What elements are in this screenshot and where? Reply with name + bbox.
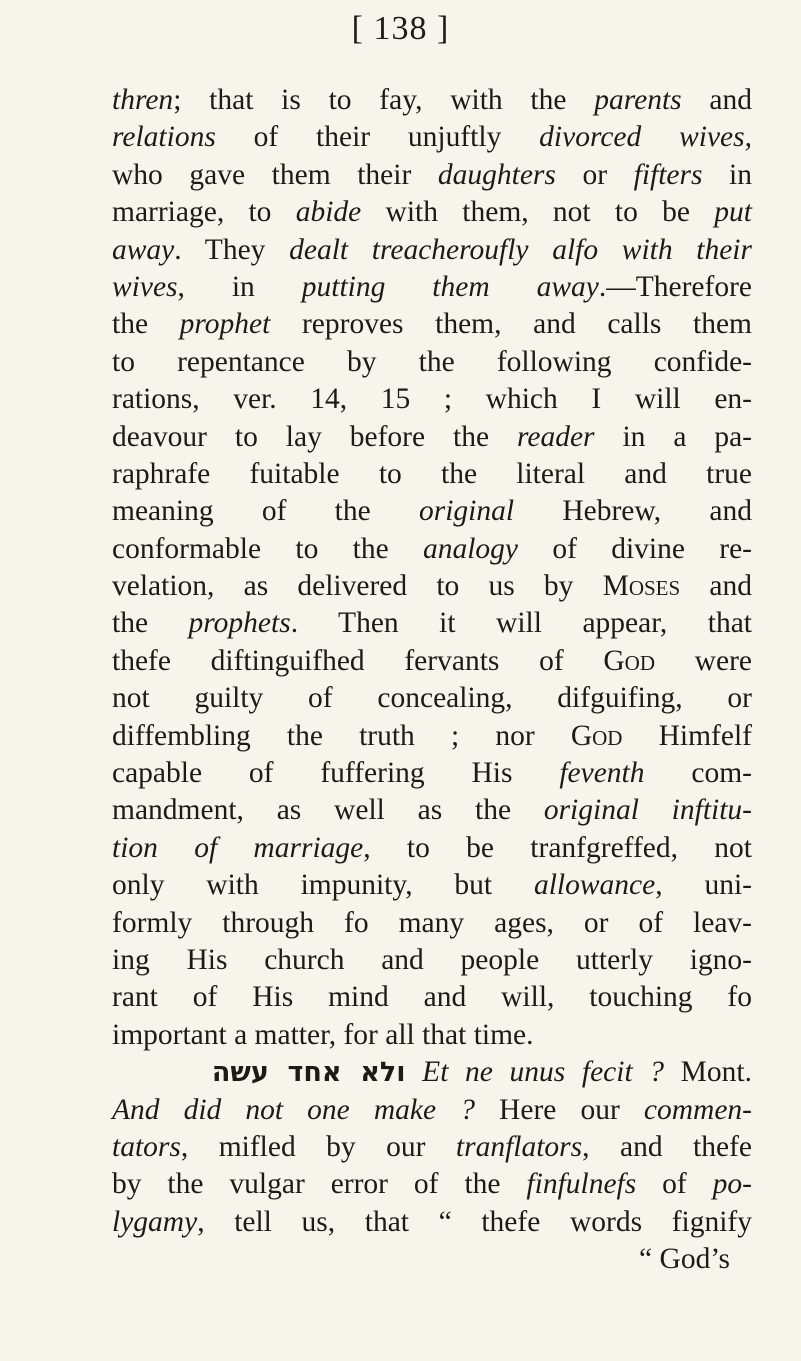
text-segment: ; that is to fay, with the — [173, 84, 595, 116]
text-segment: who gave them their — [112, 158, 438, 191]
text-segment: Hebrew, and — [514, 495, 753, 528]
text-line — [112, 1166, 752, 1203]
text-line — [112, 1092, 752, 1129]
text-segment: in — [702, 158, 752, 191]
text-segment: God — [603, 644, 655, 677]
text-line — [112, 1054, 752, 1091]
text-line — [112, 493, 752, 530]
text-segment: tators — [112, 1130, 181, 1163]
text-segment: abide — [295, 196, 362, 229]
text-line — [112, 830, 752, 867]
text-segment: Et ne unus fecit ? — [422, 1056, 665, 1089]
text-segment: deavour to lay before the — [112, 420, 517, 453]
text-segment: reproves them, and calls them — [270, 308, 752, 341]
text-segment: . They — [174, 233, 290, 266]
text-segment: to repentance by the following confide- — [112, 345, 752, 378]
text-segment: , in — [177, 270, 302, 303]
text-segment: velation, as delivered to us by — [112, 570, 603, 603]
text-line — [112, 643, 752, 680]
text-segment: important a matter, for all that time. — [112, 1018, 534, 1051]
text-segment: relations — [112, 121, 216, 154]
text-segment: or — [555, 158, 634, 191]
text-line — [112, 1204, 752, 1241]
text-segment: formly through fo many ages, or of leav- — [112, 906, 752, 939]
text-line — [112, 456, 752, 493]
text-segment: Mont. — [664, 1056, 752, 1089]
text-segment: fifters — [633, 158, 703, 191]
text-segment: wives — [112, 270, 178, 303]
text-segment: analogy — [422, 532, 519, 565]
text-segment: with them, not to be — [361, 196, 715, 229]
text-segment: diffembling the truth ; nor — [112, 719, 571, 752]
text-segment: finfulnefs — [526, 1168, 637, 1201]
text-line — [112, 82, 752, 119]
text-segment: , uni- — [655, 869, 752, 902]
text-segment: thefe diftinguifhed fervants of — [112, 644, 604, 677]
text-segment: , tell us, that “ thefe words fignify — [197, 1205, 752, 1238]
text-segment: marriage, to — [112, 196, 296, 229]
text-segment: capable of fuffering His — [112, 757, 560, 790]
text-segment: mandment, as well as the — [112, 794, 544, 827]
text-line — [112, 119, 752, 156]
text-line — [112, 755, 752, 792]
text-segment: and — [680, 570, 752, 603]
text-segment: original inftitu- — [543, 794, 752, 827]
text-segment: And did not one make ? — [112, 1093, 475, 1126]
text-segment: parents — [594, 84, 682, 116]
text-segment: com- — [644, 757, 752, 790]
text-segment: meaning of the — [112, 495, 419, 528]
text-segment: prophet — [179, 308, 271, 341]
text-line — [112, 344, 752, 381]
text-line — [112, 1017, 752, 1054]
text-line — [112, 792, 752, 829]
text-segment: dealt treacheroufly alfo with their — [289, 233, 752, 266]
text-segment: Moses — [602, 570, 681, 603]
text-segment: daughters — [437, 158, 556, 191]
text-segment: Here our — [474, 1093, 644, 1126]
text-segment: conformable to the — [112, 532, 423, 565]
text-segment: original — [418, 495, 515, 528]
text-segment: commen- — [643, 1093, 753, 1126]
text-segment: prophets — [188, 607, 291, 640]
text-segment: only with impunity, but — [112, 869, 534, 902]
text-line — [112, 680, 752, 717]
text-segment: thren — [112, 84, 174, 116]
text-line — [112, 568, 752, 605]
catchword: “ God’s — [639, 1243, 730, 1276]
text-segment: and — [681, 84, 753, 116]
text-segment: of their unjuftly — [215, 121, 540, 154]
text-segment: lygamy — [112, 1205, 198, 1238]
text-segment: po- — [712, 1168, 752, 1201]
text-line — [112, 979, 752, 1016]
text-segment — [112, 1056, 212, 1088]
text-line — [112, 942, 752, 979]
text-segment: reader — [516, 420, 595, 453]
text-segment: tion of marriage — [112, 831, 364, 864]
text-segment: divorced wives, — [539, 121, 753, 154]
text-segment: God — [570, 719, 623, 752]
text-line — [112, 1129, 752, 1166]
text-segment: the — [112, 308, 180, 341]
text-line — [112, 531, 752, 568]
text-segment: rant of His mind and will, touching fo — [112, 981, 752, 1014]
body-text — [112, 82, 752, 1279]
text-segment: .—Therefore — [598, 270, 753, 303]
text-line — [112, 905, 752, 942]
text-segment: . Then it will appear, that — [290, 607, 752, 640]
text-line — [112, 867, 752, 904]
text-segment: of divine re- — [518, 532, 752, 565]
text-line — [112, 157, 752, 194]
text-line — [112, 269, 752, 306]
text-segment: raphrafe fuitable to the literal and true — [112, 457, 752, 490]
text-line — [112, 232, 752, 269]
text-segment: , and thefe — [582, 1130, 752, 1163]
text-segment: , to be tranfgreffed, not — [363, 831, 752, 864]
text-segment: in a pa- — [594, 420, 752, 453]
hebrew-phrase: ולא אחד עשה — [211, 1057, 406, 1089]
text-segment: allowance — [533, 869, 656, 902]
text-segment: rations, ver. 14, 15 ; which I will en- — [112, 383, 752, 416]
text-segment: tranflators — [455, 1130, 583, 1163]
text-segment: away — [112, 233, 175, 266]
text-segment: of — [636, 1168, 713, 1201]
text-segment: , mifled by our — [180, 1130, 456, 1163]
text-segment: were — [654, 644, 752, 677]
text-segment: ing His church and people utterly igno- — [112, 943, 752, 976]
text-segment: putting them away — [301, 270, 599, 303]
text-segment: the — [112, 607, 189, 640]
page-number-header: [ 138 ] — [351, 10, 450, 47]
text-line — [112, 718, 752, 755]
text-segment: by the vulgar error of the — [112, 1168, 527, 1201]
text-line — [112, 306, 752, 343]
text-segment: put — [714, 196, 752, 229]
text-line — [112, 381, 752, 418]
text-line — [112, 419, 752, 456]
text-segment — [406, 1056, 423, 1088]
text-line — [112, 605, 752, 642]
text-segment: Himfelf — [622, 719, 752, 752]
text-segment: not guilty of concealing, difguifing, or — [112, 682, 752, 715]
text-line — [112, 194, 752, 231]
text-segment: feventh — [559, 757, 645, 790]
